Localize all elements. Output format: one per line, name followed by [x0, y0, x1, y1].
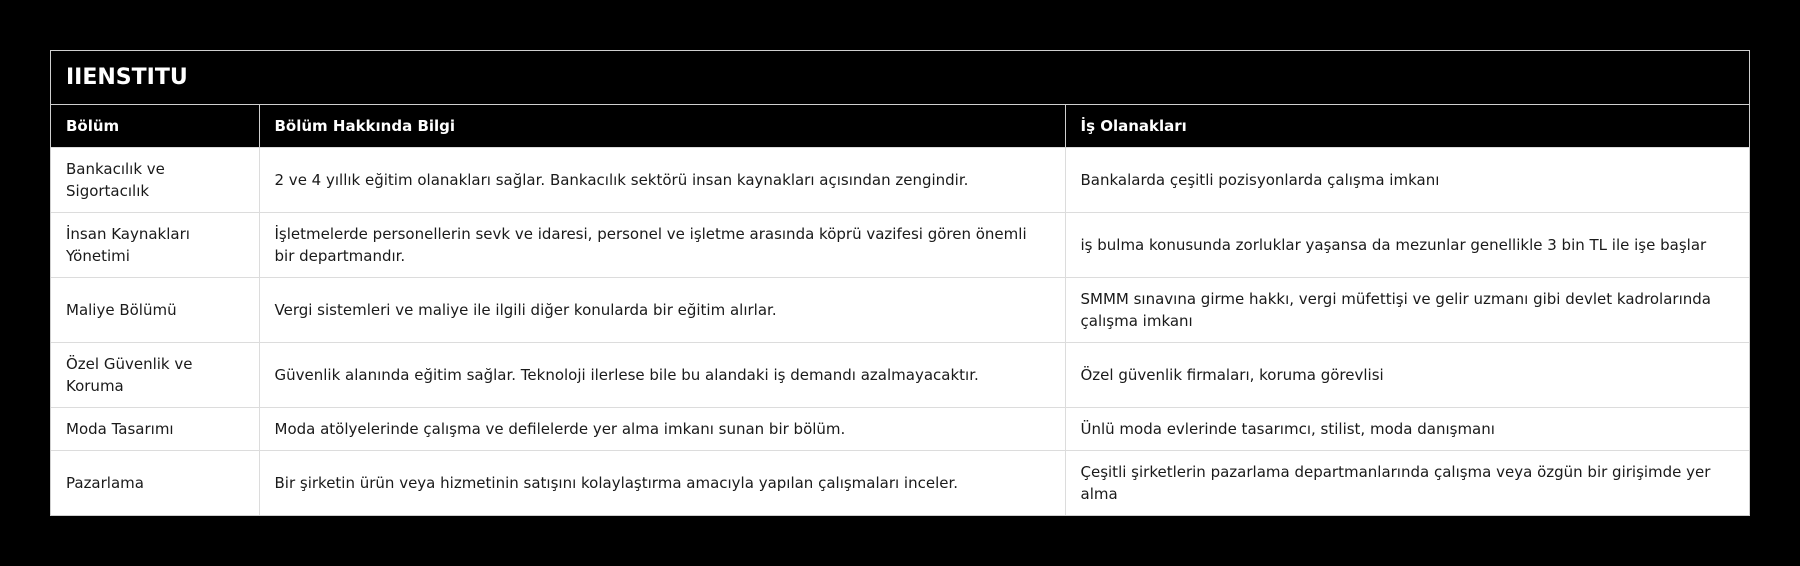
column-header-is-olanaklari: İş Olanakları [1065, 104, 1749, 147]
cell-bilgi: 2 ve 4 yıllık eğitim olanakları sağlar. Bankacılık sektörü insan kaynakları açısından zengindir. [259, 147, 1065, 212]
cell-bilgi: Moda atölyelerinde çalışma ve defilelerde yer alma imkanı sunan bir bölüm. [259, 407, 1065, 450]
cell-bolum: Pazarlama [51, 450, 259, 515]
column-header-bilgi: Bölüm Hakkında Bilgi [259, 104, 1065, 147]
cell-bolum: Moda Tasarımı [51, 407, 259, 450]
department-table-container [50, 50, 1750, 516]
table-row [51, 277, 1749, 342]
table-row [51, 147, 1749, 212]
cell-is-olanaklari: SMMM sınavına girme hakkı, vergi müfettişi ve gelir uzmanı gibi devlet kadrolarında çalışma imkanı [1065, 277, 1749, 342]
table-row [51, 407, 1749, 450]
department-table [51, 51, 1749, 515]
cell-bolum: İnsan Kaynakları Yönetimi [51, 212, 259, 277]
cell-is-olanaklari: Bankalarda çeşitli pozisyonlarda çalışma imkanı [1065, 147, 1749, 212]
table-title: IIENSTITU [51, 51, 1749, 104]
cell-bilgi: Güvenlik alanında eğitim sağlar. Teknoloji ilerlese bile bu alandaki iş demandı azalmayacaktır. [259, 342, 1065, 407]
cell-bolum: Maliye Bölümü [51, 277, 259, 342]
cell-bolum: Özel Güvenlik ve Koruma [51, 342, 259, 407]
table-header-row [51, 104, 1749, 147]
cell-is-olanaklari: Çeşitli şirketlerin pazarlama departmanlarında çalışma veya özgün bir girişimde yer alma [1065, 450, 1749, 515]
cell-is-olanaklari: Ünlü moda evlerinde tasarımcı, stilist, moda danışmanı [1065, 407, 1749, 450]
cell-bilgi: Vergi sistemleri ve maliye ile ilgili diğer konularda bir eğitim alırlar. [259, 277, 1065, 342]
cell-bilgi: İşletmelerde personellerin sevk ve idaresi, personel ve işletme arasında köprü vazifesi gören önemli bir departmandır. [259, 212, 1065, 277]
table-row [51, 212, 1749, 277]
cell-is-olanaklari: Özel güvenlik firmaları, koruma görevlisi [1065, 342, 1749, 407]
cell-is-olanaklari: iş bulma konusunda zorluklar yaşansa da mezunlar genellikle 3 bin TL ile işe başlar [1065, 212, 1749, 277]
table-title-row [51, 51, 1749, 104]
cell-bilgi: Bir şirketin ürün veya hizmetinin satışını kolaylaştırma amacıyla yapılan çalışmaları inceler. [259, 450, 1065, 515]
column-header-bolum: Bölüm [51, 104, 259, 147]
table-row [51, 450, 1749, 515]
table-row [51, 342, 1749, 407]
cell-bolum: Bankacılık ve Sigortacılık [51, 147, 259, 212]
